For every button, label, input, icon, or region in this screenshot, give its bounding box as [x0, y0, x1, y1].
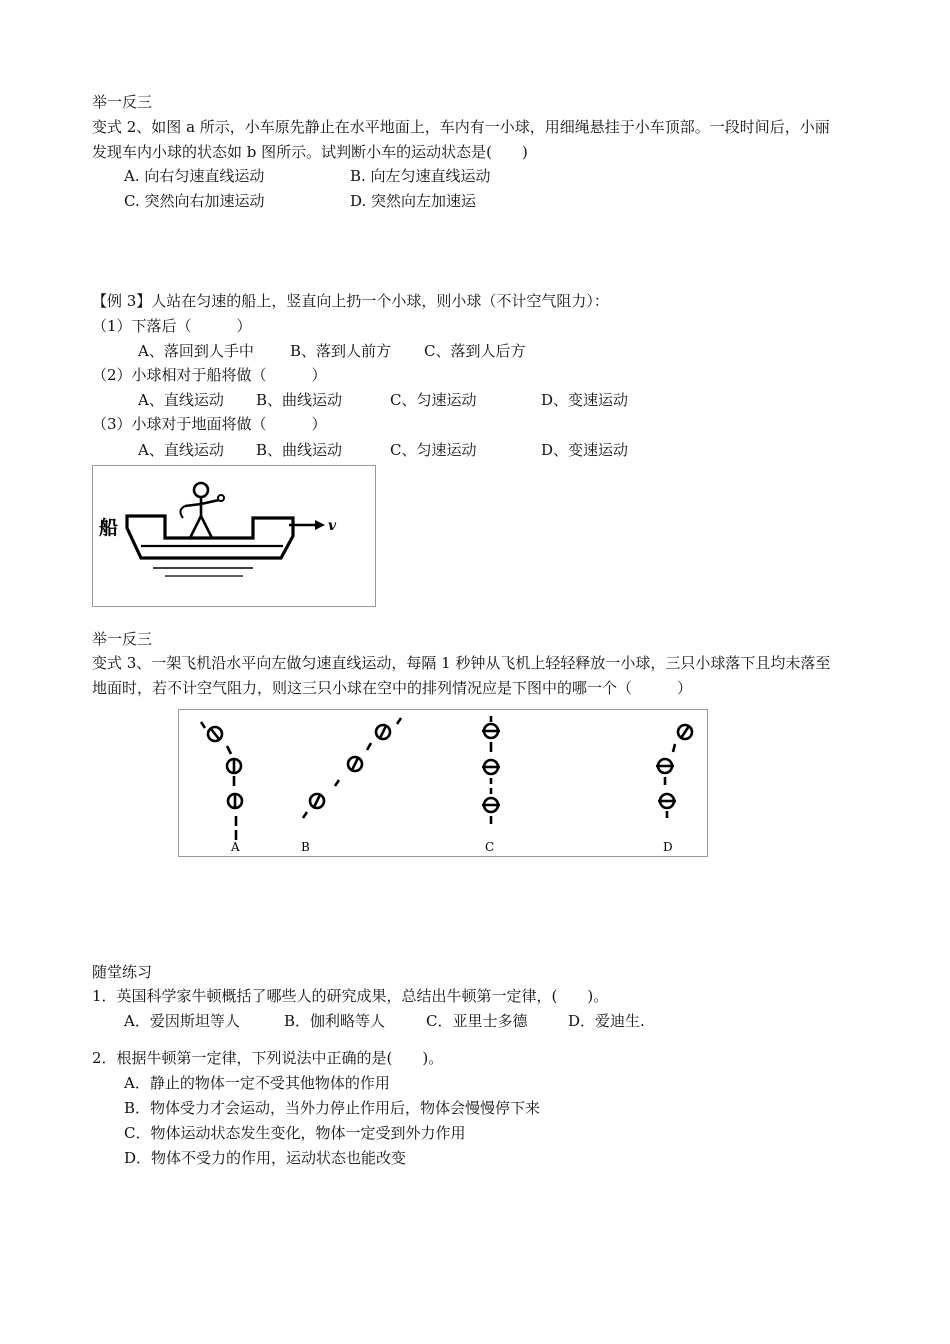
option-b-arrangement [303, 718, 401, 818]
option-d-arrangement [656, 725, 692, 818]
balls-figure [178, 709, 708, 857]
boat-label: 船 [99, 517, 119, 539]
example3-q1-option-b: B、落到人前方 [290, 342, 392, 360]
boat-hull [127, 516, 293, 558]
example3-q2: （2）小球相对于船将做（ ） [92, 366, 327, 384]
balls-diagram [179, 710, 707, 856]
variant2-stem-line1: 变式 2、如图 a 所示，小车原先静止在水平地面上，车内有一小球，用细绳悬挂于小车顶部。一段时间后，小丽 [92, 118, 830, 136]
practice-q1-option-c: C．亚里士多德 [426, 1012, 528, 1030]
person-leg [201, 516, 212, 538]
variant2-option-d: D. 突然向左加速运 [350, 192, 477, 210]
person-head [194, 483, 208, 497]
option-a-label: A [231, 840, 240, 854]
boat-diagram [93, 466, 375, 606]
example3-q1-option-c: C、落到人后方 [424, 342, 526, 360]
person-arm [185, 504, 201, 506]
person-leg [190, 516, 201, 538]
velocity-arrowhead [315, 520, 325, 530]
practice-q2: 2．根据牛顿第一定律，下列说法中正确的是( )。 [92, 1049, 444, 1067]
ball [218, 495, 224, 501]
practice-q2-option-c: C．物体运动状态发生变化，物体一定受到外力作用 [124, 1124, 466, 1142]
example3-q2-option-a: A、直线运动 [138, 391, 224, 409]
example3-q2-option-b: B、曲线运动 [256, 391, 343, 409]
practice-q1: 1．英国科学家牛顿概括了哪些人的研究成果，总结出牛顿第一定律，( )。 [92, 987, 609, 1005]
person-arm [201, 500, 219, 504]
variant2-heading: 举一反三 [92, 93, 153, 111]
practice-q1-option-d: D．爱迪生. [568, 1012, 645, 1030]
practice-q1-option-a: A．爱因斯坦等人 [124, 1012, 240, 1030]
ball-path [180, 506, 185, 518]
practice-q2-option-b: B．物体受力才会运动，当外力停止作用后，物体会慢慢停下来 [124, 1099, 541, 1117]
variant2-option-b: B. 向左匀速直线运动 [350, 167, 491, 185]
option-c-label: C [485, 840, 495, 854]
example3-q1: （1）下落后（ ） [92, 317, 252, 335]
example3-q3-option-d: D、变速运动 [541, 441, 629, 459]
example3-q3: （3）小球对于地面将做（ ） [92, 415, 327, 433]
variant2-stem-line2: 发现车内小球的状态如 b 图所示。试判断小车的运动状态是( ) [92, 143, 528, 161]
variant3-stem-line1: 变式 3、一架飞机沿水平向左做匀速直线运动，每隔 1 秒钟从飞机上轻轻释放一小球，三只小球落下且均未落至 [92, 654, 831, 672]
option-d-label: D [663, 840, 673, 854]
example3-q2-option-c: C、匀速运动 [390, 391, 477, 409]
practice-q2-option-d: D．物体不受力的作用，运动状态也能改变 [124, 1149, 407, 1167]
option-a-arrangement [201, 722, 242, 840]
velocity-label: v [328, 518, 337, 534]
example3-q3-option-c: C、匀速运动 [390, 441, 477, 459]
practice-q2-option-a: A．静止的物体一定不受其他物体的作用 [124, 1074, 390, 1092]
variant3-stem-line2: 地面时，若不计空气阻力，则这三只小球在空中的排列情况应是下图中的哪一个（ ） [92, 679, 693, 697]
variant3-heading: 举一反三 [92, 630, 153, 648]
option-b-label: B [301, 840, 310, 854]
boat-figure [92, 465, 376, 607]
example3-stem: 【例 3】人站在匀速的船上，竖直向上扔一个小球，则小球（不计空气阻力）： [92, 292, 609, 310]
example3-q3-option-b: B、曲线运动 [256, 441, 343, 459]
variant2-option-c: C. 突然向右加速运动 [124, 192, 265, 210]
example3-q2-option-d: D、变速运动 [541, 391, 629, 409]
variant2-option-a: A. 向右匀速直线运动 [124, 167, 265, 185]
example3-q3-option-a: A、直线运动 [138, 441, 224, 459]
practice-q1-option-b: B．伽利略等人 [284, 1012, 386, 1030]
option-c-arrangement [482, 716, 500, 824]
example3-q1-option-a: A、落回到人手中 [138, 342, 254, 360]
practice-heading: 随堂练习 [92, 963, 153, 981]
